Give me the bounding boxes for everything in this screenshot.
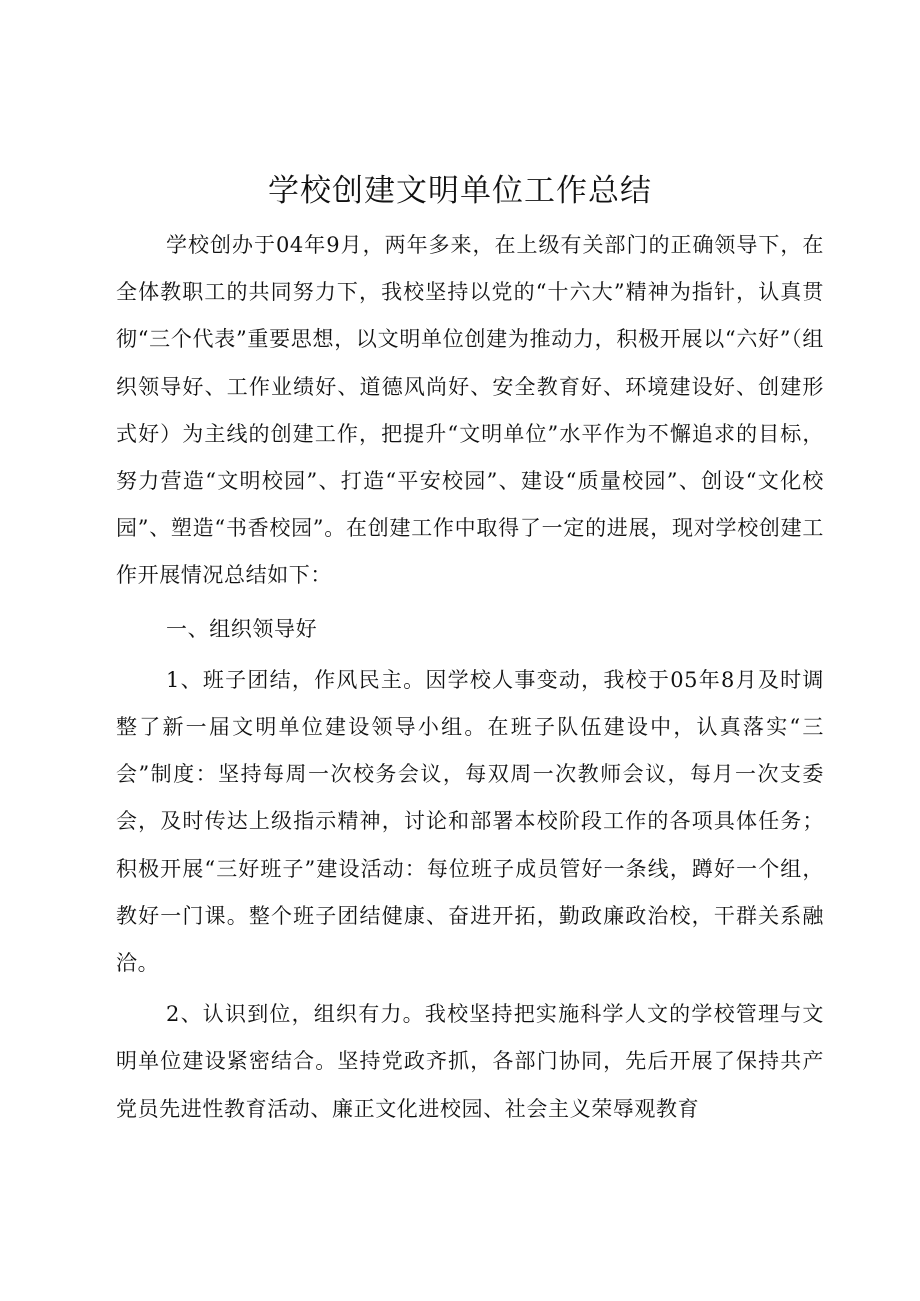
document-title: 学校创建文明单位工作总结 xyxy=(268,173,652,209)
section-heading-organization: 一、组织领导好 xyxy=(166,616,318,641)
intro-paragraph: 学校创办于04年9月，两年多来，在上级有关部门的正确领导下，在全体教职工的共同努力下，我校坚持以党的“十六大”精神为指针，认真贯彻“三个代表”重要思想，以文明单位创建为推动力，积极开展以“六好”（组织领导好、工作业绩好、道德风尚好、安全教育好、环境建设好、创建形式好）为主线的创建工作，把提升“文明单位”水平作为不懈追求的目标，努力营造“文明校园”、打造“平安校园”、建设“质量校园”、创设“文化校园”、塑造“书香校园”。在创建工作中取得了一定的进展，现对学校创建工作开展情况总结如下： xyxy=(116,233,824,588)
paragraph-item-1: 1、班子团结，作风民主。因学校人事变动，我校于05年8月及时调整了新一届文明单位建设领导小组。在班子队伍建设中，认真落实“三会”制度：坚持每周一次校务会议，每双周一次教师会议，每月一次支委会，及时传达上级指示精神，讨论和部署本校阶段工作的各项具体任务；积极开展“三好班子”建设活动：每位班子成员管好一条线，蹲好一个组，教好一门课。整个班子团结健康、奋进开拓，勤政廉政治校，干群关系融洽。 xyxy=(116,667,824,976)
document-body xyxy=(116,222,824,1133)
paragraph-item-2: 2、认识到位，组织有力。我校坚持把实施科学人文的学校管理与文明单位建设紧密结合。坚持党政齐抓，各部门协同，先后开展了保持共产党员先进性教育活动、廉正文化进校园、社会主义荣辱观教育 xyxy=(116,1002,824,1121)
